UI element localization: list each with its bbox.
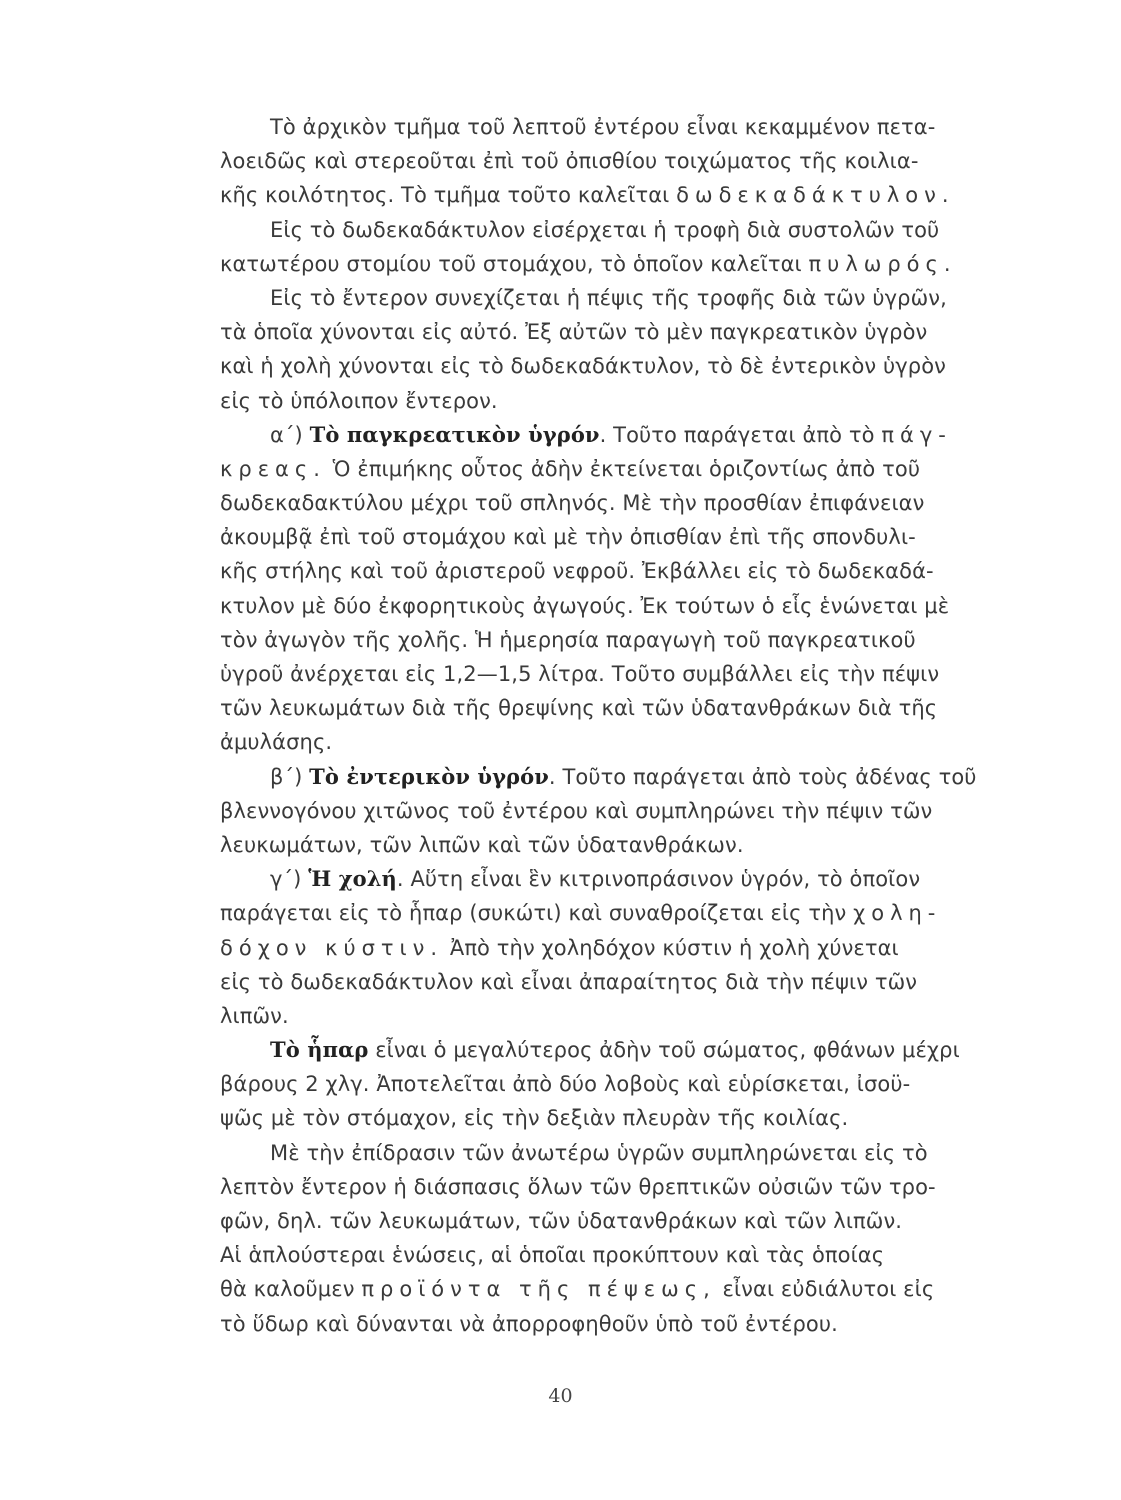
text-segment: . Τοῦτο παράγεται ἀπὸ τοὺς ἀδένας τοῦ <box>548 764 977 789</box>
text-segment: τὸν ἀγωγὸν τῆς χολῆς. Ἡ ἡμερησία παραγωγὴ τοῦ παγκρεατικοῦ <box>220 627 916 652</box>
spaced-term: δωδεκαδάκτυλον. <box>676 183 955 208</box>
text-line <box>220 1204 1060 1238</box>
text-line <box>220 965 1060 999</box>
spaced-term: προϊόντα τῆς πέψεως, <box>361 1277 716 1302</box>
text-line <box>220 520 1060 554</box>
text-segment: ψῶς μὲ τὸν στόμαχον, εἰς τὴν δεξιὰν πλευρὰν τῆς κοιλίας. <box>220 1106 849 1131</box>
text-line <box>220 349 1060 383</box>
text-segment: κῆς στήλης καὶ τοῦ ἀριστεροῦ νεφροῦ. Ἐκβάλλει εἰς τὸ δωδεκαδά- <box>220 559 934 584</box>
text-segment: κῆς κοιλότητος. Τὸ τμῆμα τοῦτο καλεῖται <box>220 183 677 208</box>
text-segment: β΄) <box>270 764 310 789</box>
text-segment: φῶν, δηλ. τῶν λευκωμάτων, τῶν ὑδατανθράκων καὶ τῶν λιπῶν. <box>220 1209 903 1233</box>
bold-term: Ἡ χολή <box>308 866 397 892</box>
text-line <box>220 657 1060 691</box>
text-line <box>220 999 1060 1033</box>
body-text <box>220 110 1060 1341</box>
text-segment: ὑγροῦ ἀνέρχεται εἰς 1,2—1,5 λίτρα. Τοῦτο συμβάλλει εἰς τὴν πέψιν <box>220 662 940 686</box>
text-segment: κτυλον μὲ δύο ἐκφορητικοὺς ἀγωγούς. Ἐκ τούτων ὁ εἷς ἑνώνεται μὲ <box>220 593 950 618</box>
text-line <box>220 1033 1060 1067</box>
text-segment: εἰς τὸ δωδεκαδάκτυλον καὶ εἶναι ἀπαραίτητος διὰ τὴν πέψιν τῶν <box>220 969 918 994</box>
text-line <box>220 1101 1060 1135</box>
text-line <box>220 486 1060 520</box>
text-segment: Τὸ ἀρχικὸν τμῆμα τοῦ λεπτοῦ ἐντέρου εἶναι κεκαμμένον πετα- <box>270 115 936 139</box>
text-segment: Μὲ τὴν ἐπίδρασιν τῶν ἀνωτέρω ὑγρῶν συμπληρώνεται εἰς τὸ <box>270 1140 928 1165</box>
text-segment: εἶναι ὁ μεγαλύτερος ἀδὴν τοῦ σώματος, φθάνων μέχρι <box>368 1038 960 1063</box>
text-segment: Εἰς τὸ ἔντερον συνεχίζεται ἡ πέψις τῆς τροφῆς διὰ τῶν ὑγρῶν, <box>270 285 947 310</box>
text-line <box>220 760 1060 794</box>
text-segment: εἶναι εὐδιάλυτοι εἰς <box>715 1277 935 1302</box>
text-segment: παράγεται εἰς τὸ ἧπαρ (συκώτι) καὶ συναθροίζεται εἰς τὴν <box>220 901 854 926</box>
text-segment: τὰ ὁποῖα χύνονται εἰς αὐτό. Ἐξ αὐτῶν τὸ μὲν παγκρεατικὸν ὑγρὸν <box>220 320 928 345</box>
text-segment: α΄) <box>270 422 310 447</box>
text-line <box>220 178 1060 212</box>
text-segment: . Τοῦτο παράγεται ἀπὸ τὸ <box>599 422 882 447</box>
text-segment: λιπῶν. <box>220 1003 289 1028</box>
text-line <box>220 554 1060 588</box>
text-segment: λευκωμάτων, τῶν λιπῶν καὶ τῶν ὑδατανθράκων. <box>220 832 744 857</box>
spaced-term: δόχον κύστιν. <box>220 935 444 960</box>
text-segment: τῶν λευκωμάτων διὰ τῆς θρεψίνης καὶ τῶν ὑδατανθράκων διὰ τῆς <box>220 696 938 721</box>
spaced-term: χολη- <box>853 901 942 926</box>
text-segment: βλεννογόνου χιτῶνος τοῦ ἐντέρου καὶ συμπληρώνει τὴν πέψιν τῶν <box>220 798 933 823</box>
text-line <box>220 725 1060 759</box>
text-segment: βάρους 2 χλγ. Ἀποτελεῖται ἀπὸ δύο λοβοὺς καὶ εὑρίσκεται, ἰσοϋ- <box>220 1072 911 1097</box>
spaced-term: πυλωρός. <box>808 251 957 276</box>
text-segment: Ἀπὸ τὴν χοληδόχον κύστιν ἡ χολὴ χύνεται <box>443 935 899 960</box>
text-line <box>220 418 1060 452</box>
text-line <box>220 794 1060 828</box>
text-line <box>220 110 1060 144</box>
text-segment: τὸ ὕδωρ καὶ δύνανται νὰ ἀπορροφηθοῦν ὑπὸ τοῦ ἐντέρου. <box>220 1311 838 1336</box>
text-segment: ἀκουμβᾷ ἐπὶ τοῦ στομάχου καὶ μὲ τὴν ὀπισθίαν ἐπὶ τῆς σπονδυλι- <box>220 525 916 550</box>
text-line <box>220 589 1060 623</box>
text-line <box>220 1170 1060 1204</box>
text-segment: κατωτέρου στομίου τοῦ στομάχου, τὸ ὁποῖον καλεῖται <box>220 251 809 276</box>
bold-term: Τὸ ἐντερικὸν ὑγρόν <box>309 763 549 789</box>
spaced-term: κρεας. <box>220 456 326 481</box>
text-line <box>220 281 1060 315</box>
text-line <box>220 247 1060 281</box>
text-segment: Εἰς τὸ δωδεκαδάκτυλον εἰσέρχεται ἡ τροφὴ διὰ συστολῶν τοῦ <box>270 217 940 242</box>
text-line <box>220 828 1060 862</box>
spaced-term: πάγ- <box>881 422 952 447</box>
text-segment: Αἱ ἁπλούστεραι ἑνώσεις, αἱ ὁποῖαι προκύπτουν καὶ τὰς ὁποίας <box>220 1243 885 1268</box>
text-line <box>220 144 1060 178</box>
text-line <box>220 691 1060 725</box>
text-segment: Ὁ ἐπιμήκης οὗτος ἀδὴν ἐκτείνεται ὁριζοντίως ἀπὸ τοῦ <box>325 456 921 481</box>
text-segment: . Αὕτη εἶναι ἓν κιτρινοπράσινον ὑγρόν, τὸ ὁποῖον <box>396 867 921 892</box>
text-segment: θὰ καλοῦμεν <box>220 1277 362 1302</box>
text-segment: εἰς τὸ ὑπόλοιπον ἔντερον. <box>220 388 498 413</box>
text-line <box>220 623 1060 657</box>
text-line <box>220 862 1060 896</box>
text-line <box>220 1238 1060 1272</box>
text-line <box>220 1067 1060 1101</box>
text-line <box>220 452 1060 486</box>
text-line <box>220 384 1060 418</box>
text-line <box>220 315 1060 349</box>
bold-term: Τὸ παγκρεατικὸν ὑγρόν <box>309 421 600 447</box>
text-segment: λεπτὸν ἔντερον ἡ διάσπασις ὅλων τῶν θρεπτικῶν οὐσιῶν τῶν τρο- <box>220 1174 936 1199</box>
text-segment: δωδεκαδακτύλου μέχρι τοῦ σπληνός. Μὲ τὴν προσθίαν ἐπιφάνειαν <box>220 491 925 516</box>
text-line <box>220 896 1060 930</box>
text-line <box>220 1272 1060 1306</box>
text-segment: ἀμυλάσης. <box>220 730 333 755</box>
text-line <box>220 213 1060 247</box>
text-segment: καὶ ἡ χολὴ χύνονται εἰς τὸ δωδεκαδάκτυλον, τὸ δὲ ἐντερικὸν ὑγρὸν <box>220 354 946 379</box>
page-number: 40 <box>548 1385 573 1407</box>
bold-term: Τὸ ἧπαρ <box>270 1037 369 1063</box>
text-line <box>220 931 1060 965</box>
text-line <box>220 1136 1060 1170</box>
text-segment: γ΄) <box>270 867 309 892</box>
text-segment: λοειδῶς καὶ στερεοῦται ἐπὶ τοῦ ὀπισθίου τοιχώματος τῆς κοιλια- <box>220 149 919 174</box>
text-line <box>220 1307 1060 1341</box>
